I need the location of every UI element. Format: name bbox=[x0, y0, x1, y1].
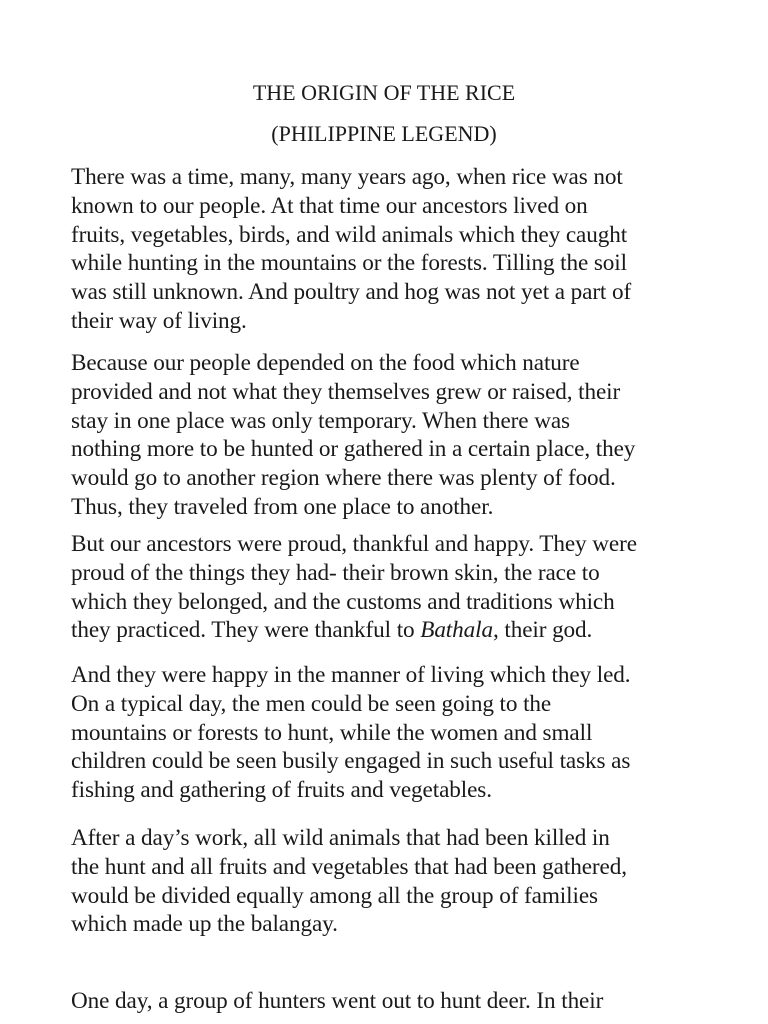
bathala-italic: Bathala bbox=[420, 617, 493, 644]
paragraph-line: provided and not what they themselves grew or raised, their bbox=[71, 378, 621, 405]
paragraph-line: the hunt and all fruits and vegetables that had been gathered, bbox=[71, 853, 627, 880]
document-title: THE ORIGIN OF THE RICE bbox=[252, 80, 516, 105]
paragraph-line: stay in one place was only temporary. When there was bbox=[71, 407, 570, 434]
paragraph-line: After a day’s work, all wild animals that had been killed in bbox=[71, 825, 610, 851]
document-subtitle: (PHILIPPINE LEGEND) bbox=[271, 121, 497, 146]
paragraph-line: nothing more to be hunted or gathered in a certain place, they bbox=[71, 436, 636, 463]
paragraph-line: And they were happy in the manner of living which they led. bbox=[71, 662, 631, 688]
paragraph-3 bbox=[71, 530, 701, 645]
paragraph-line: There was a time, many, many years ago, when rice was not bbox=[71, 164, 623, 190]
paragraph-line: while hunting in the mountains or the forests. Tilling the soil bbox=[71, 250, 627, 277]
paragraph-line: which they belonged, and the customs and traditions which bbox=[71, 588, 615, 615]
paragraph-line: Because our people depended on the food which nature bbox=[71, 350, 580, 376]
paragraph-line: their way of living. bbox=[71, 307, 247, 334]
paragraph-line: But our ancestors were proud, thankful and happy. They were bbox=[71, 531, 637, 557]
paragraph-2 bbox=[71, 349, 701, 522]
paragraph-line: children could be seen busily engaged in such useful tasks as bbox=[71, 748, 631, 775]
paragraph-line: proud of the things they had- their brown skin, the race to bbox=[71, 559, 600, 586]
paragraph-line: was still unknown. And poultry and hog was not yet a part of bbox=[71, 279, 632, 306]
paragraph-line: On a typical day, the men could be seen going to the bbox=[71, 690, 552, 717]
paragraph-line: mountains or forests to hunt, while the women and small bbox=[71, 719, 593, 746]
paragraph-4 bbox=[71, 661, 701, 805]
paragraph-line: fishing and gathering of fruits and vegetables. bbox=[71, 777, 492, 804]
paragraph-line: which made up the balangay. bbox=[71, 911, 338, 938]
paragraph-line: would be divided equally among all the group of families bbox=[71, 882, 598, 909]
paragraph-line: would go to another region where there was plenty of food. bbox=[71, 465, 616, 492]
paragraph-line: known to our people. At that time our ancestors lived on bbox=[71, 192, 588, 219]
paragraph-line: they practiced. They were thankful to Bathala, their god. bbox=[71, 617, 593, 644]
paragraph-5 bbox=[71, 824, 701, 939]
paragraph-line: Thus, they traveled from one place to another. bbox=[71, 493, 494, 520]
paragraph-line: fruits, vegetables, birds, and wild animals which they caught bbox=[71, 221, 628, 248]
paragraph-line: One day, a group of hunters went out to hunt deer. In their bbox=[71, 988, 604, 1014]
paragraph-1 bbox=[71, 163, 701, 336]
paragraph-6 bbox=[71, 987, 701, 1016]
